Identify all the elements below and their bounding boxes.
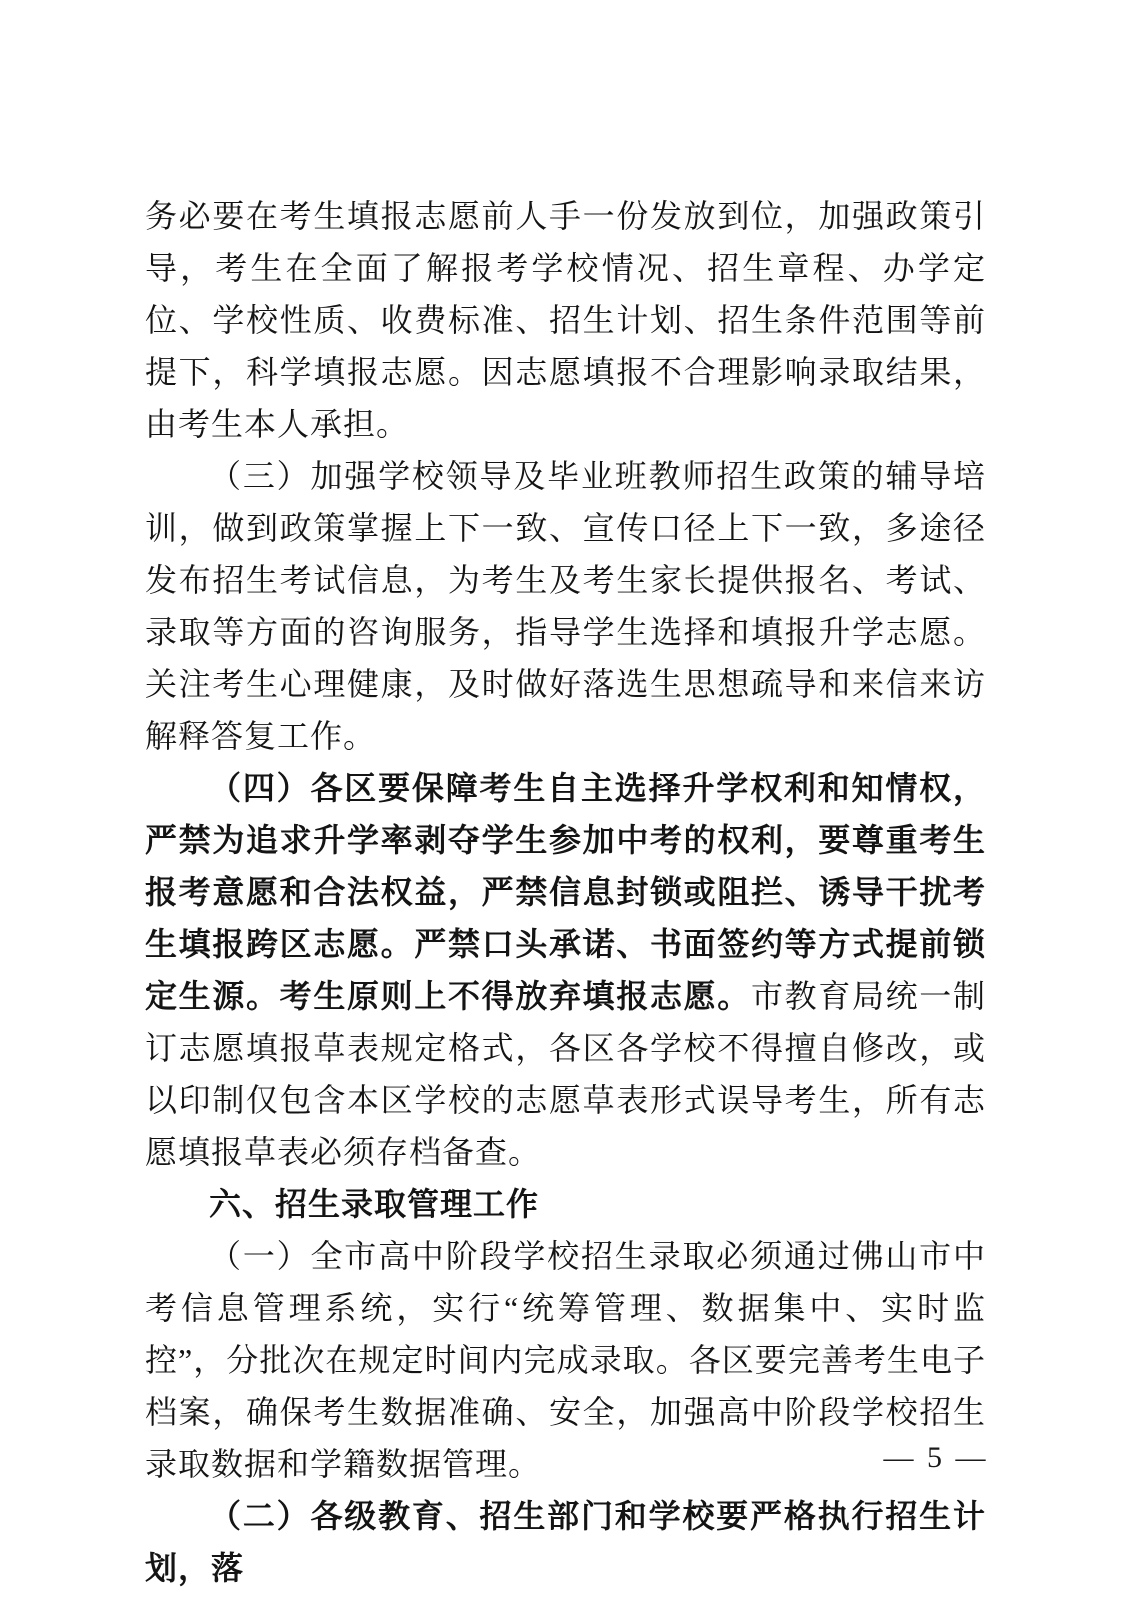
section-heading-6 xyxy=(145,1178,986,1230)
paragraph-text: （三）加强学校领导及毕业班教师招生政策的辅导培训，做到政策掌握上下一致、宣传口径上下一致，多途径发布招生考试信息，为考生及考生家长提供报名、考试、录取等方面的咨询服务，指导学生选择和填报升学志愿。关注考生心理健康，及时做好落选生思想疏导和来信来访解释答复工作。 xyxy=(145,458,986,754)
paragraph-text: 市教育局统一制订志愿填报草表规定格式，各区各学校不得擅自修改，或以印制仅包含本区学校的志愿草表形式误导考生，所有志愿填报草表必须存档备查。 xyxy=(145,978,986,1170)
paragraph-text: （一）全市高中阶段学校招生录取必须通过佛山市中考信息管理系统，实行“统筹管理、数据集中、实时监控”，分批次在规定时间内完成录取。各区要完善考生电子档案，确保考生数据准确、安全，加强高中阶段学校招生录取数据和学籍数据管理。 xyxy=(145,1238,986,1482)
paragraph-text-emphasis: （四）各区要保障考生自主选择升学权利和知情权，严禁为追求升学率剥夺学生参加中考的权利，要尊重考生报考意愿和合法权益，严禁信息封锁或阻拦、诱导干扰考生填报跨区志愿。严禁口头承诺、书面签约等方式提前锁定生源。考生原则上不得放弃填报志愿。 xyxy=(145,770,986,1014)
document-body xyxy=(145,190,986,1594)
paragraph-item-4 xyxy=(145,762,986,1178)
section-heading-text: 六、招生录取管理工作 xyxy=(209,1186,540,1222)
paragraph-text: 务必要在考生填报志愿前人手一份发放到位，加强政策引导，考生在全面了解报考学校情况、招生章程、办学定位、学校性质、收费标准、招生计划、招生条件范围等前提下，科学填报志愿。因志愿填报不合理影响录取结果，由考生本人承担。 xyxy=(145,198,986,442)
paragraph-item-2 xyxy=(145,1490,986,1594)
page-number: — 5 — xyxy=(883,1441,989,1474)
paragraph-continuation xyxy=(145,190,986,450)
paragraph-text-emphasis: （二）各级教育、招生部门和学校要严格执行招生计划，落 xyxy=(145,1498,986,1586)
paragraph-item-3 xyxy=(145,450,986,762)
paragraph-item-1 xyxy=(145,1230,986,1490)
